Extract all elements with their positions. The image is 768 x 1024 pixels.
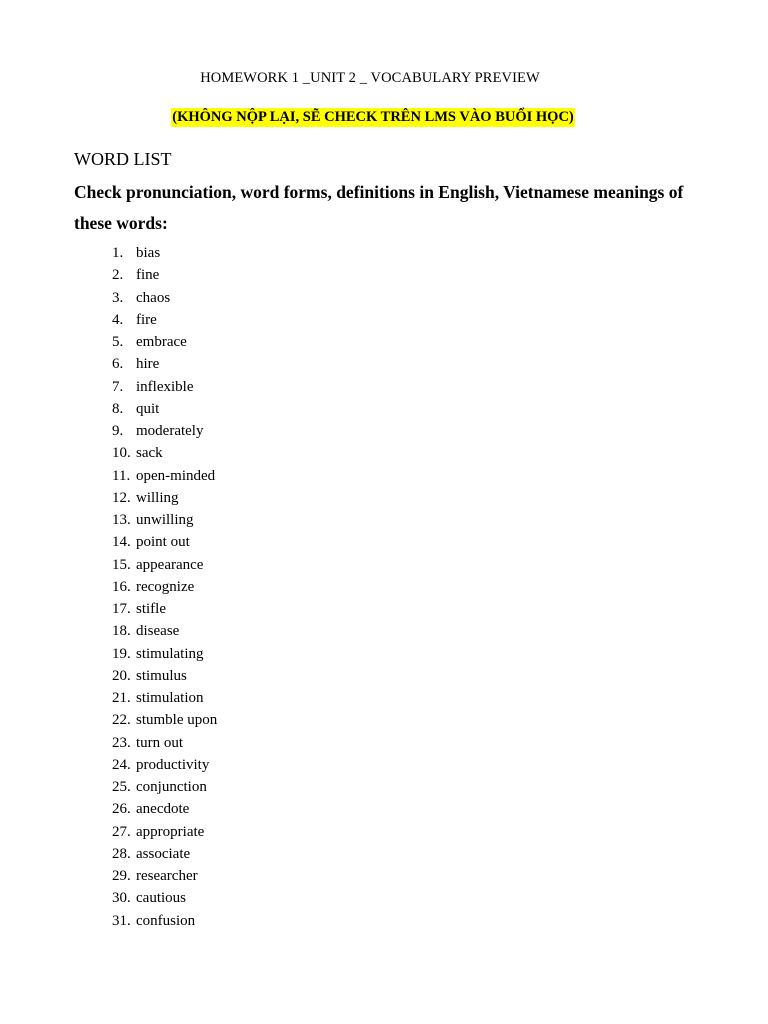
list-item-number: 3. xyxy=(112,289,124,306)
vocabulary-word: hire xyxy=(136,356,160,373)
list-item-number: 31. xyxy=(112,912,131,929)
list-item xyxy=(112,531,217,553)
vocabulary-word: confusion xyxy=(136,912,196,929)
list-item-number: 26. xyxy=(112,801,131,818)
list-item xyxy=(112,465,217,487)
list-item-number: 7. xyxy=(112,378,124,395)
vocabulary-word: turn out xyxy=(136,734,184,751)
list-item xyxy=(112,865,217,887)
highlighted-notice: (KHÔNG NỘP LẠI, SẼ CHECK TRÊN LMS VÀO BUỔI HỌC) xyxy=(172,109,574,125)
list-item-number: 21. xyxy=(112,690,131,706)
list-item xyxy=(112,509,217,531)
list-item-number: 20. xyxy=(112,667,131,684)
vocabulary-word: productivity xyxy=(136,756,210,773)
list-item xyxy=(112,821,217,843)
list-item xyxy=(112,620,217,642)
list-item xyxy=(112,287,217,309)
list-item-number: 18. xyxy=(112,623,131,640)
list-item-number: 28. xyxy=(112,845,131,862)
list-item xyxy=(112,242,217,264)
list-item xyxy=(112,442,217,464)
list-item-number: 1. xyxy=(112,245,124,261)
list-item-number: 24. xyxy=(112,756,131,773)
list-item-number: 23. xyxy=(112,734,131,751)
list-item xyxy=(112,576,217,598)
list-item-number: 11. xyxy=(112,467,131,484)
vocabulary-word: bias xyxy=(136,245,161,261)
list-item-number: 30. xyxy=(112,890,131,907)
vocabulary-word: appearance xyxy=(136,556,204,573)
document-title: HOMEWORK 1 _UNIT 2 _ VOCABULARY PREVIEW xyxy=(200,70,540,86)
vocabulary-list xyxy=(112,242,217,932)
list-item-number: 19. xyxy=(112,645,131,662)
vocabulary-word: conjunction xyxy=(136,779,207,795)
vocabulary-word: associate xyxy=(136,845,191,862)
vocabulary-word: recognize xyxy=(136,578,195,595)
list-item xyxy=(112,598,217,620)
vocabulary-word: sack xyxy=(136,445,163,462)
list-item-number: 5. xyxy=(112,334,124,350)
list-item-number: 22. xyxy=(112,712,131,729)
list-item xyxy=(112,732,217,754)
list-item xyxy=(112,376,217,398)
list-item xyxy=(112,309,217,331)
vocabulary-word: willing xyxy=(136,489,179,506)
vocabulary-word: fire xyxy=(136,311,157,328)
list-item-number: 8. xyxy=(112,400,124,417)
vocabulary-word: cautious xyxy=(136,890,186,907)
list-item xyxy=(112,643,217,665)
vocabulary-word: unwilling xyxy=(136,512,194,528)
vocabulary-word: disease xyxy=(136,623,180,640)
notice-container xyxy=(0,108,746,127)
vocabulary-word: stifle xyxy=(136,601,166,617)
vocabulary-word: stumble upon xyxy=(136,712,218,729)
list-item-number: 9. xyxy=(112,423,124,439)
list-item-number: 12. xyxy=(112,489,131,506)
vocabulary-word: point out xyxy=(136,534,190,551)
list-item-number: 27. xyxy=(112,823,131,840)
list-item-number: 15. xyxy=(112,556,131,573)
list-item xyxy=(112,264,217,286)
list-item xyxy=(112,910,217,932)
list-item-number: 2. xyxy=(112,267,124,284)
vocabulary-word: fine xyxy=(136,267,160,284)
list-item-number: 14. xyxy=(112,534,131,551)
list-item xyxy=(112,798,217,820)
list-item-number: 29. xyxy=(112,868,131,884)
vocabulary-word: stimulus xyxy=(136,667,187,684)
list-item xyxy=(112,754,217,776)
list-item xyxy=(112,554,217,576)
list-item xyxy=(112,420,217,442)
vocabulary-word: stimulating xyxy=(136,645,204,662)
vocabulary-word: quit xyxy=(136,400,160,417)
list-item-number: 10. xyxy=(112,445,131,462)
list-item-number: 17. xyxy=(112,601,131,617)
vocabulary-word: stimulation xyxy=(136,690,204,706)
vocabulary-word: chaos xyxy=(136,289,171,306)
vocabulary-word: researcher xyxy=(136,868,198,884)
list-item-number: 13. xyxy=(112,512,131,528)
list-item xyxy=(112,776,217,798)
list-item xyxy=(112,331,217,353)
list-item xyxy=(112,665,217,687)
list-item-number: 6. xyxy=(112,356,124,373)
vocabulary-word: appropriate xyxy=(136,823,205,840)
list-item-number: 25. xyxy=(112,779,131,795)
list-item xyxy=(112,709,217,731)
instructions-text: Check pronunciation, word forms, definitions in English, Vietnamese meanings of these words: xyxy=(74,182,684,233)
vocabulary-word: inflexible xyxy=(136,378,194,395)
list-item xyxy=(112,887,217,909)
list-item xyxy=(112,843,217,865)
vocabulary-word: anecdote xyxy=(136,801,190,818)
vocabulary-word: moderately xyxy=(136,423,204,439)
list-item xyxy=(112,487,217,509)
list-item-number: 16. xyxy=(112,578,131,595)
list-item-number: 4. xyxy=(112,311,124,328)
list-item xyxy=(112,687,217,709)
vocabulary-word: open-minded xyxy=(136,467,216,484)
word-list-heading: WORD LIST xyxy=(74,149,172,169)
list-item xyxy=(112,353,217,375)
vocabulary-word: embrace xyxy=(136,334,187,350)
list-item xyxy=(112,398,217,420)
